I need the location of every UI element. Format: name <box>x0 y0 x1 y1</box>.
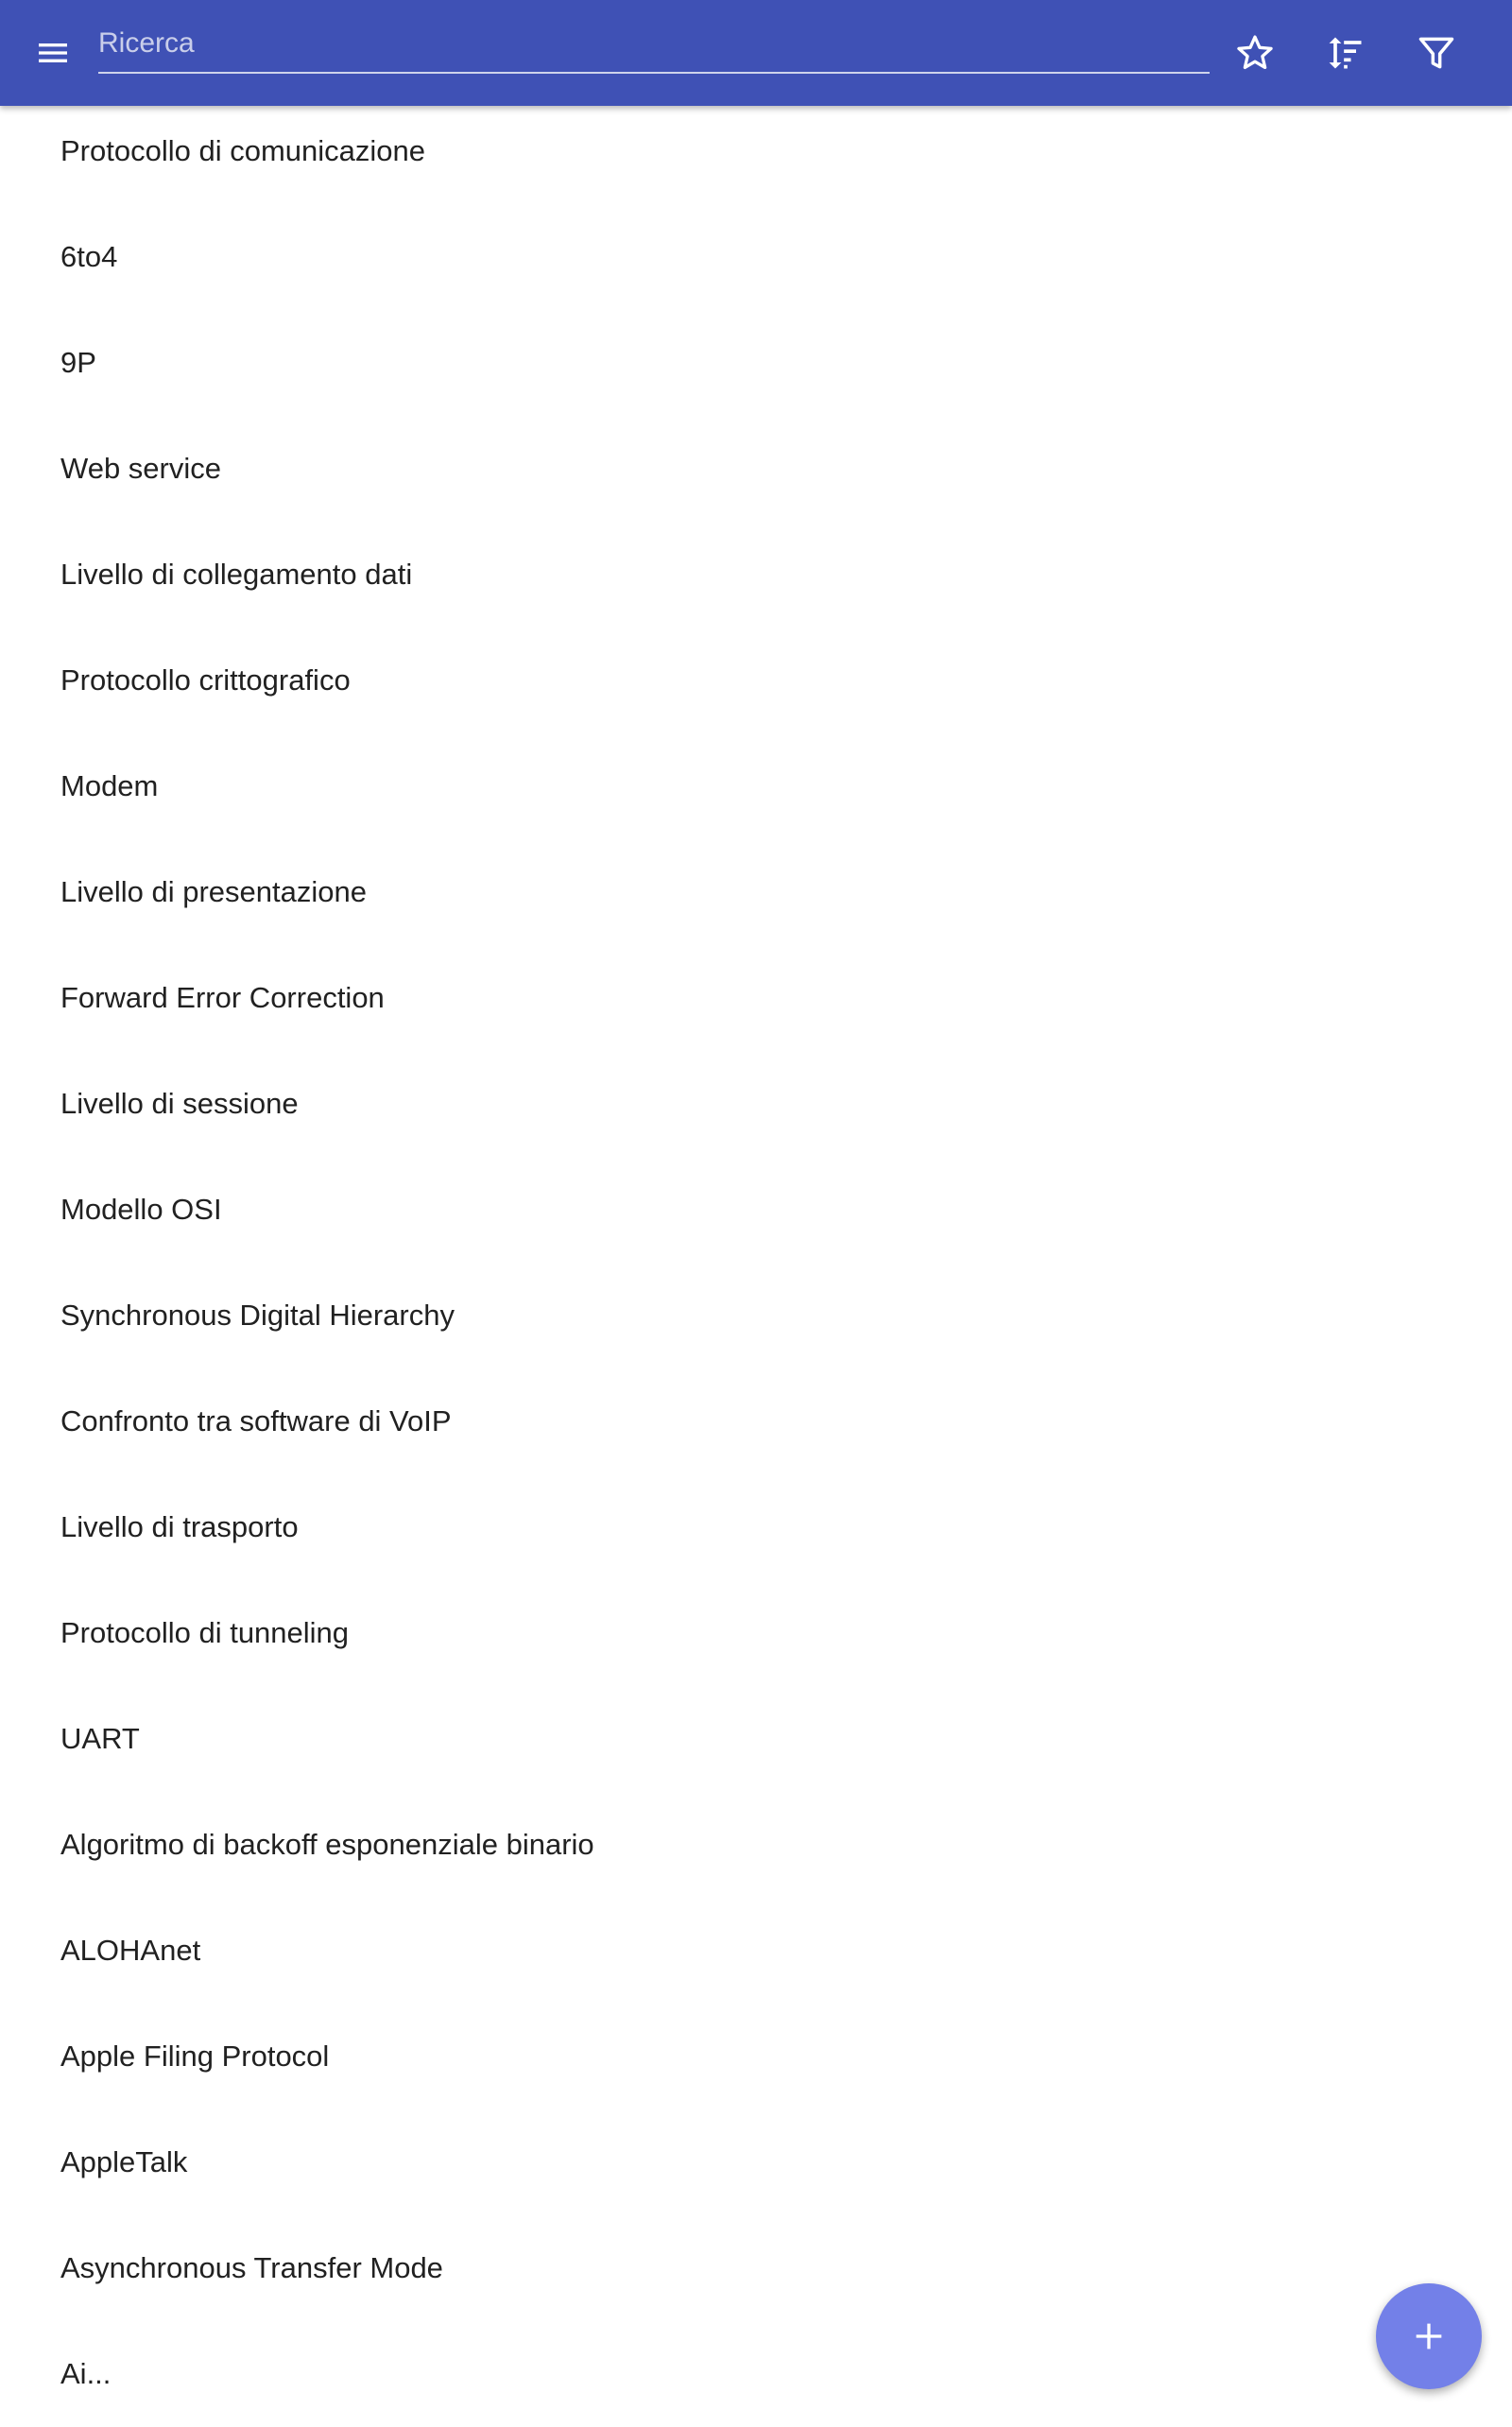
list-item[interactable]: Modello OSI <box>60 1193 222 1226</box>
sort-icon <box>1325 32 1366 74</box>
article-list <box>0 98 1512 2427</box>
list-item[interactable]: ALOHAnet <box>60 1934 201 1967</box>
list-item[interactable]: 9P <box>60 346 96 379</box>
list-item[interactable]: Synchronous Digital Hierarchy <box>60 1299 455 1332</box>
sort-button[interactable] <box>1308 15 1383 91</box>
add-button[interactable] <box>1376 2283 1482 2389</box>
menu-button[interactable] <box>15 15 91 91</box>
menu-icon <box>34 34 72 72</box>
list-item[interactable]: 6to4 <box>60 240 118 273</box>
list-item[interactable]: AppleTalk <box>60 2145 188 2178</box>
filter-button[interactable] <box>1399 15 1474 91</box>
list-item[interactable]: Protocollo di tunneling <box>60 1616 350 1649</box>
list-item[interactable]: Livello di sessione <box>60 1087 299 1120</box>
plus-icon <box>1410 2317 1448 2355</box>
list-item[interactable]: Confronto tra software di VoIP <box>60 1404 452 1437</box>
list-item[interactable]: Apple Filing Protocol <box>60 2040 330 2073</box>
search-input[interactable] <box>98 21 1210 74</box>
list-item[interactable]: Algoritmo di backoff esponenziale binario <box>60 1828 594 1861</box>
list-item[interactable]: Livello di collegamento dati <box>60 558 413 591</box>
star-outline-icon <box>1234 32 1276 74</box>
list-item[interactable]: Protocollo crittografico <box>60 663 351 697</box>
list-item[interactable]: Web service <box>60 452 221 485</box>
list-item[interactable]: Forward Error Correction <box>60 981 385 1014</box>
list-item[interactable]: Asynchronous Transfer Mode <box>60 2251 443 2284</box>
list-item[interactable]: Ai... <box>60 2357 112 2390</box>
list-item[interactable]: Protocollo di comunicazione <box>60 134 425 167</box>
list-item[interactable]: UART <box>60 1722 140 1755</box>
filter-icon <box>1416 32 1457 74</box>
list-item[interactable]: Livello di trasporto <box>60 1510 299 1543</box>
list-item[interactable]: Livello di presentazione <box>60 875 367 908</box>
list-item[interactable]: Modem <box>60 769 159 802</box>
top-app-bar <box>0 0 1512 106</box>
favorites-button[interactable] <box>1217 15 1293 91</box>
